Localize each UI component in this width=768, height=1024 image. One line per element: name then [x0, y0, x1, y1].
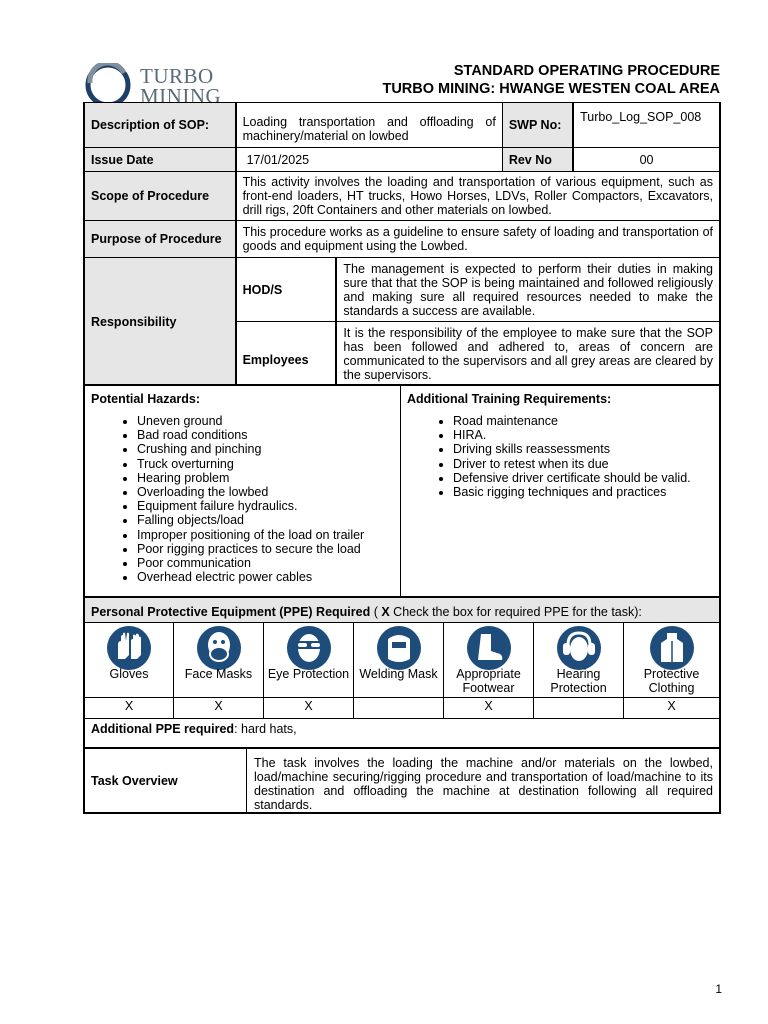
ppe-hearing-protection: [534, 623, 624, 697]
training-item: • Basic rigging techniques and practices: [453, 485, 719, 499]
ppe-check-welding-mask: [354, 698, 444, 718]
ppe-protective-clothing: [624, 623, 719, 697]
issue-date-label: Issue Date: [84, 148, 236, 172]
turbo-mining-logo-icon: [84, 63, 136, 103]
hazard-item: • Truck overturning: [137, 457, 400, 471]
scope-label: Scope of Procedure: [84, 172, 236, 221]
description-row: [84, 103, 720, 148]
ppe-check-eye-protection: X: [264, 698, 354, 718]
hazard-item: • Poor communication: [137, 556, 400, 570]
rev-no-value: 00: [573, 148, 720, 172]
logo-text-turbo: TURBO: [140, 64, 214, 88]
face-mask-icon: [194, 625, 244, 671]
purpose-label: Purpose of Procedure: [84, 221, 236, 258]
purpose-value: This procedure works as a guideline to ensure safety of loading and transportation of goods and equipment using the Lowbed.: [236, 221, 720, 258]
task-overview-label: Task Overview: [85, 749, 247, 812]
hod-label: HOD/S: [236, 258, 337, 322]
ppe-check-footwear: X: [444, 698, 534, 718]
employees-label: Employees: [236, 322, 337, 386]
responsibility-label: Responsibility: [84, 258, 236, 386]
document-title: STANDARD OPERATING PROCEDURE: [453, 63, 720, 79]
training-item: • Driver to retest when its due: [453, 457, 719, 471]
additional-training: [401, 385, 719, 596]
scope-value: This activity involves the loading and transportation of various equipment, such as front-end loaders, HT trucks, Howo Horses, LDVs, Roller Compactors, Excavators, drill rigs, 20ft Containers and other materials on lowbed.: [236, 172, 720, 221]
hazard-item: • Falling objects/load: [137, 513, 400, 527]
ppe-check-row: [85, 697, 719, 719]
potential-hazards-title: Potential Hazards:: [91, 392, 201, 406]
ppe-face-masks: [174, 623, 264, 697]
potential-hazards: [85, 385, 401, 596]
hod-value: The management is expected to perform their duties in making sure that that the SOP is being maintained and followed religiously and making sure all required resources needed to make the standards a success are available.: [336, 258, 720, 322]
additional-ppe-value: : hard hats,: [234, 722, 297, 736]
hazard-item: • Equipment failure hydraulics.: [137, 499, 400, 513]
swp-label: SWP No:: [502, 103, 573, 148]
task-overview-section: [83, 748, 721, 814]
apron-icon: [647, 625, 697, 671]
swp-value: Turbo_Log_SOP_008: [573, 103, 720, 148]
ppe-eye-protection: [264, 623, 354, 697]
description-value: Loading transportation and offloading of machinery/material on lowbed: [236, 103, 503, 148]
additional-ppe: [85, 719, 719, 747]
hazard-item: • Bad road conditions: [137, 428, 400, 442]
ppe-header-title: Personal Protective Equipment (PPE) Required: [91, 605, 371, 619]
ppe-welding-mask: [354, 623, 444, 697]
task-overview-value: The task involves the loading the machine and/or materials on the lowbed, load/machine securing/rigging procedure and transportation of load/machine to its destination and offloading the machine at destination following all required standards.: [254, 756, 713, 812]
employees-value: It is the responsibility of the employee to make sure that the SOP has been followed and adhered to, areas of concern are communicated to the supervisors and all grey areas are cleared by the supervisors.: [336, 322, 720, 386]
responsibility-hod-row: [84, 258, 720, 322]
ppe-check-face-masks: X: [174, 698, 264, 718]
ppe-label: Protective Clothing: [643, 667, 700, 695]
ppe-icon-row: [85, 623, 719, 697]
sop-info-table: [83, 102, 721, 386]
hazard-item: • Hearing problem: [137, 471, 400, 485]
additional-ppe-label: Additional PPE required: [91, 722, 235, 736]
rev-no-label: Rev No: [502, 148, 573, 172]
gloves-icon: [104, 625, 154, 671]
ppe-check-hearing: [534, 698, 624, 718]
purpose-row: [84, 221, 720, 258]
logo-text-mining: MINING: [140, 84, 222, 103]
training-item: • Road maintenance: [453, 414, 719, 428]
ppe-section: [83, 597, 721, 749]
ppe-label: Hearing Protection: [550, 667, 607, 695]
ppe-label: Eye Protection: [267, 667, 350, 681]
hazard-item: • Uneven ground: [137, 414, 400, 428]
ppe-gloves: [85, 623, 174, 697]
training-item: • HIRA.: [453, 428, 719, 442]
issue-date-value: 17/01/2025: [236, 148, 503, 172]
ear-muffs-icon: [554, 625, 604, 671]
additional-training-title: Additional Training Requirements:: [407, 392, 612, 406]
ppe-label: Gloves: [109, 667, 149, 681]
hazards-training-section: [83, 384, 721, 597]
hazard-item: • Poor rigging practices to secure the load: [137, 542, 400, 556]
hazard-item: • Crushing and pinching: [137, 442, 400, 456]
page-number: 1: [715, 982, 722, 996]
scope-row: [84, 172, 720, 221]
hazard-item: • Overloading the lowbed: [137, 485, 400, 499]
ppe-header-x: X: [381, 605, 390, 619]
ppe-label: Face Masks: [184, 667, 253, 681]
company-logo: [84, 63, 224, 103]
description-label: Description of SOP:: [84, 103, 236, 148]
ppe-footwear: [444, 623, 534, 697]
ppe-header-open: (: [370, 605, 382, 619]
welding-mask-icon: [374, 625, 424, 671]
ppe-header-instruction: Check the box for required PPE for the task):: [389, 605, 642, 619]
safety-boot-icon: [464, 625, 514, 671]
ppe-label: Welding Mask: [359, 667, 438, 681]
ppe-header: [85, 598, 719, 623]
ppe-label: Appropriate Footwear: [456, 667, 521, 695]
document-subtitle: TURBO MINING: HWANGE WESTEN COAL AREA: [382, 81, 720, 97]
eye-protection-icon: [284, 625, 334, 671]
hazard-item: • Improper positioning of the load on trailer: [137, 528, 400, 542]
hazard-item: • Overhead electric power cables: [137, 570, 400, 584]
training-item: • Defensive driver certificate should be valid.: [453, 471, 719, 485]
training-list: [401, 414, 719, 499]
ppe-check-gloves: X: [85, 698, 174, 718]
training-item: • Driving skills reassessments: [453, 442, 719, 456]
ppe-check-clothing: X: [667, 699, 676, 713]
hazard-list: [85, 414, 400, 584]
issue-row: [84, 148, 720, 172]
